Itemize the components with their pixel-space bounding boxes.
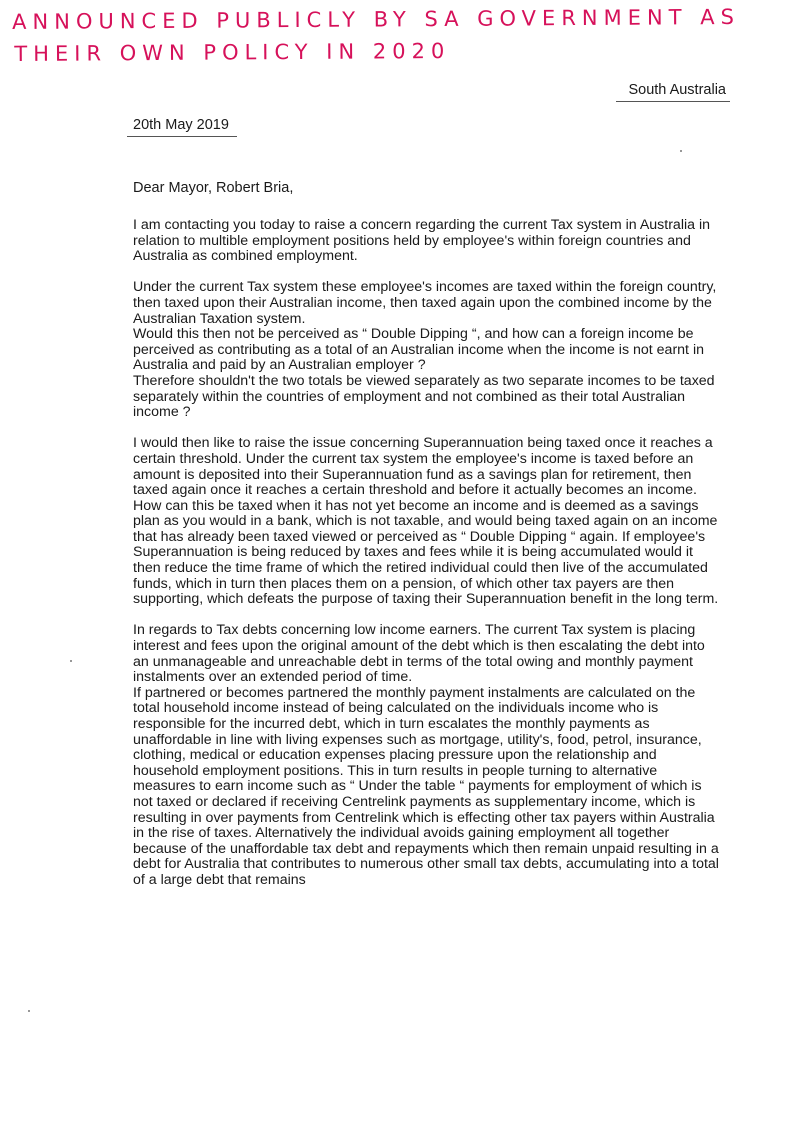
scan-speck: [70, 660, 72, 662]
handwritten-line-1: ANNOUNCED PUBLICLY BY SA GOVERNMENT AS: [12, 4, 740, 34]
paragraph-foreign-income-intro: I am contacting you today to raise a concern regarding the current Tax system in Australia in relation to multible employment positions held by employee's within foreign countries and Australia as combined employment.: [133, 217, 710, 265]
letter-location: South Australia: [616, 82, 730, 102]
letter-salutation: Dear Mayor, Robert Bria,: [133, 180, 294, 196]
paragraph-foreign-income-taxed: Under the current Tax system these employee's incomes are taxed within the foreign country, then taxed upon their Australian income, then taxed again upon the combined income by the Australian Taxation system.: [133, 279, 717, 327]
paragraph-tax-debts: In regards to Tax debts concerning low income earners. The current Tax system is placing interest and fees upon the original amount of the debt which is then escalating the debt into an unmanageable and unreachable debt in terms of the total owing and monthly payment instalments over an extended period of time.: [133, 622, 705, 686]
handwritten-line-2: THEIR OWN POLICY IN 2020: [14, 38, 451, 66]
letter-date: 20th May 2019: [127, 117, 237, 137]
paragraph-household-income: If partnered or becomes partnered the monthly payment instalments are calculated on the total household income instead of being calculated on the individuals income who is responsible for the incurred debt, which in turn escalates the monthly payments as unaffordable in line with living expenses such as mortgage, utility's, food, petrol, insurance, clothing, medical or education expenses placing pressure upon the relationship and household employment positions. This in turn results in people turning to alternative measures to earn income such as “ Under the table “ payments for employment of which is not taxed or declared if receiving Centrelink payments as supplementary income, which is resulting in over payments from Centrelink which is effecting other tax payers within Australia in the rise of taxes. Alternatively the individual avoids gaining employment all together because of the unaffordable tax debt and repayments which then remain unpaid resulting in a debt for Australia that contributes to numerous other small tax debts, accumulating into a total of a large debt that remains: [133, 684, 719, 888]
handwritten-annotation: [12, 1, 772, 70]
paragraph-separate-incomes: Therefore shouldn't the two totals be viewed separately as two separate incomes to be taxed separately within the countries of employment and not combined as their total Australian income ?: [133, 372, 715, 421]
paragraph-superannuation: I would then like to raise the issue concerning Superannuation being taxed once it reaches a certain threshold. Under the current tax system the employee's income is taxed before an amount is deposited into their Superannuation fund as a savings plan for retirement, then taxed again once it reaches a certain threshold and before it actually becomes an income. How can this be taxed when it has not yet become an income and is deemed as a savings plan as you would in a bank, which is not taxable, and would being taxed again on an income that has already been taxed viewed or perceived as “ Double Dipping “ again. If employee's Superannuation is being reduced by taxes and fees while it is being accumulated would it then reduce the time frame of which the retired individual could then live of the accumulated funds, which in turn then places them on a pension, of which other tax payers are then supporting, which defeats the purpose of taxing their Superannuation benefit in the long term.: [133, 435, 719, 608]
scan-speck: [680, 150, 682, 152]
letter-body: [133, 218, 723, 889]
scan-speck: [28, 1010, 30, 1012]
paragraph-double-dipping-question: Would this then not be perceived as “ Double Dipping “, and how can a foreign income be perceived as contributing as a total of an Australian income when the income is not earnt in Australia and paid by an Australian employer ?: [133, 326, 704, 374]
